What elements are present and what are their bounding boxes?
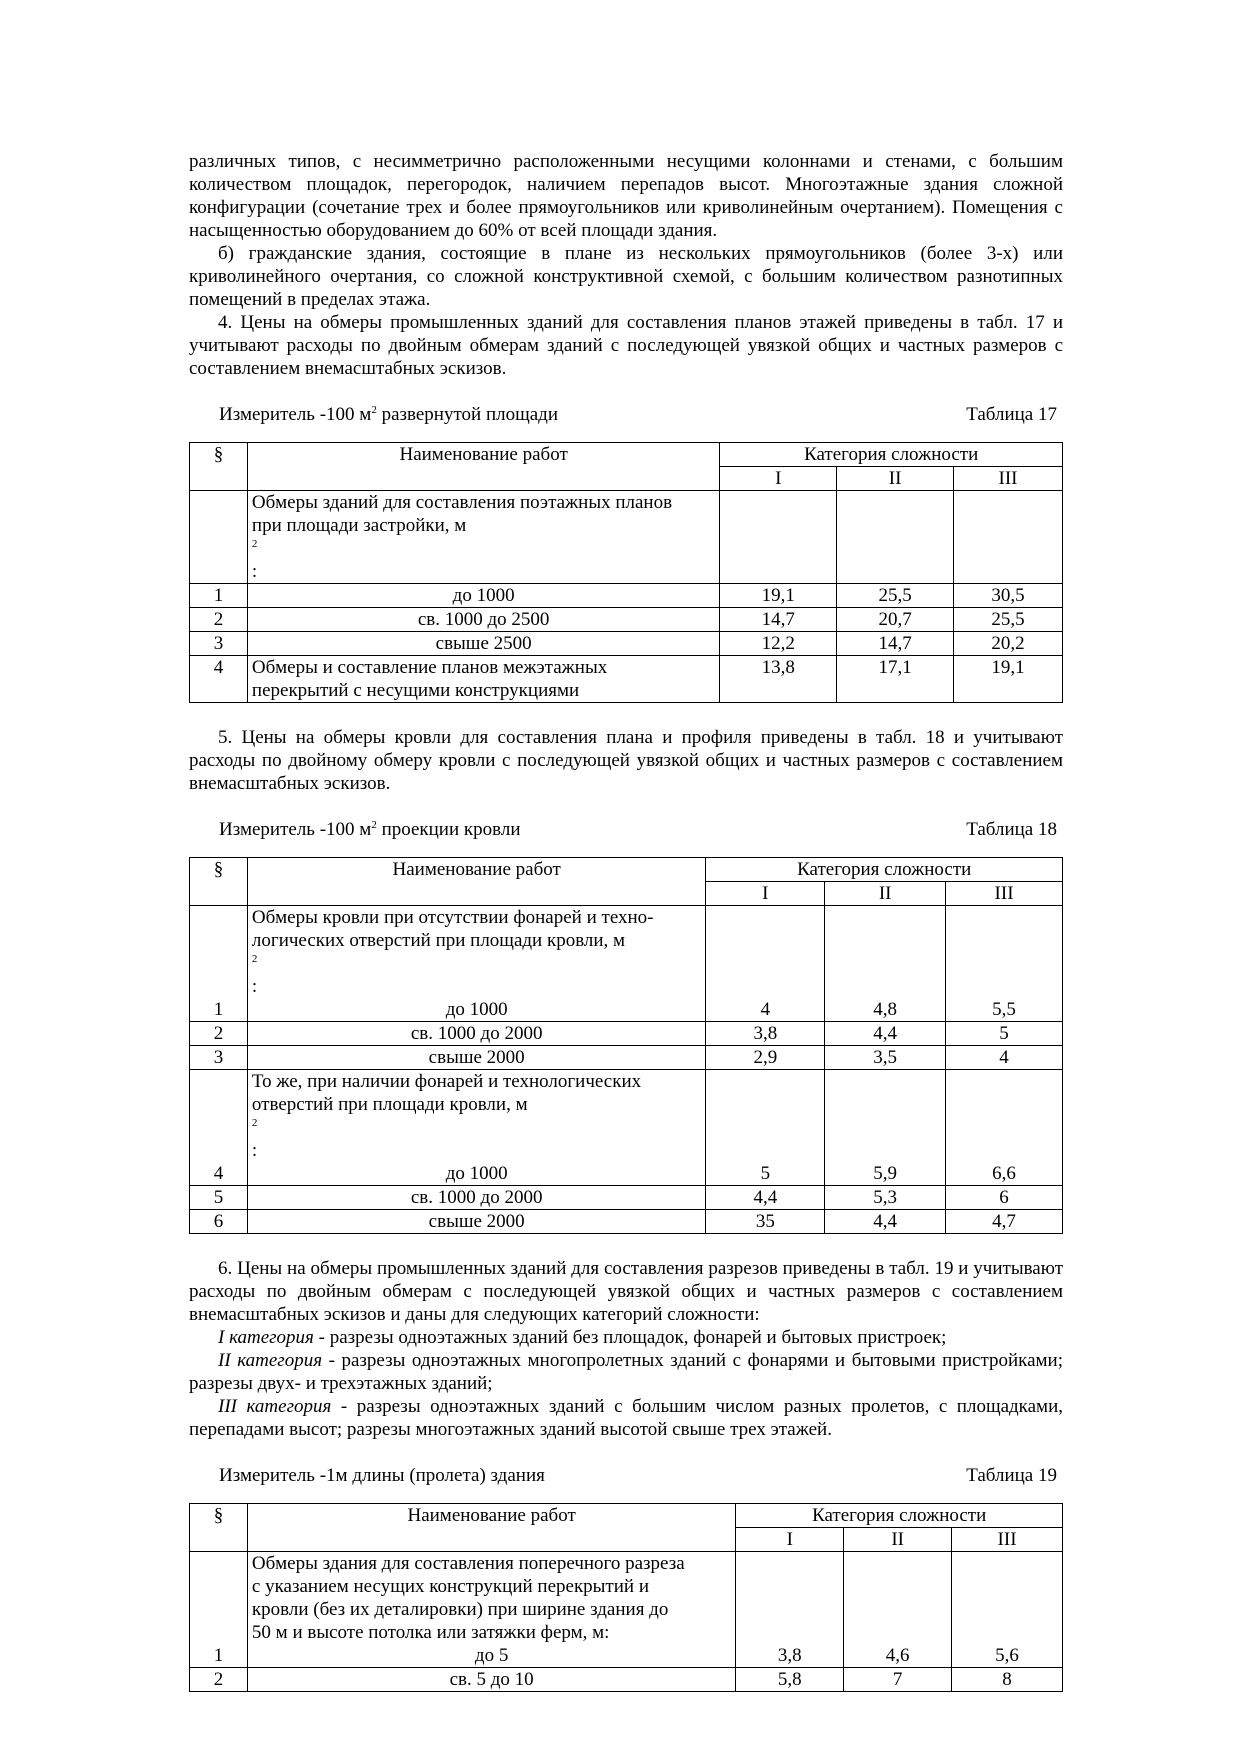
header-cat-3: III (952, 1528, 1063, 1552)
header-cat-1: I (736, 1528, 844, 1552)
header-category: Категория сложности (720, 443, 1063, 467)
table-row: 3 свыше 2000 2,9 3,5 4 (190, 1046, 1063, 1070)
table-17 (189, 442, 1063, 703)
intro-paragraph-2: б) гражданские здания, состоящие в плане из нескольких прямоугольников (более 3-х) или криволинейного очертания, со сложной конструктивной схемой, с большим количеством разнотипных помещений в пределах этажа. (189, 243, 1063, 310)
table-19-caption (189, 1464, 1063, 1487)
header-cat-3: III (946, 882, 1063, 906)
table-row: 1 Обмеры здания для составления поперечного разреза с указанием несущих конструкций перекрытий и кровли (без их деталировки) при ширине здания до 50 м и высоте потолка или затяжки ферм, м: до 5 3,8 4,6 5,6 (190, 1552, 1063, 1668)
header-category: Категория сложности (736, 1504, 1063, 1528)
table-row: 4 Обмеры и составление планов межэтажных перекрытий с несущими конструкциями 13,8 17,1 19,1 (190, 656, 1063, 703)
table-17-measure: Измеритель -100 $м^2$ развернутой площади (219, 404, 558, 425)
header-work-name: Наименование работ (247, 858, 705, 906)
table-row: 4 То же, при наличии фонарей и технологических отверстий при площади кровли, м $^2$ : до 1000 5 5,9 6,6 (190, 1070, 1063, 1186)
paragraph-6: 6. Цены на обмеры промышленных зданий для составления разрезов приведены в табл. 19 и учитывают расходы по двойным обмерам с последующей увязкой общих и частных размеров с составлением внемасштабных эскизов и даны для следующих категорий сложности: (189, 1258, 1063, 1325)
header-work-name: Наименование работ (247, 1504, 735, 1552)
table-18 (189, 857, 1063, 1234)
header-cat-2: II (837, 467, 954, 491)
header-cat-2: II (825, 882, 946, 906)
table-17-label: Таблица 17 (966, 404, 1057, 425)
header-cat-3: III (954, 467, 1063, 491)
table-19 (189, 1503, 1063, 1692)
table-row: 3 свыше 2500 12,2 14,7 20,2 (190, 632, 1063, 656)
header-work-name: Наименование работ (247, 443, 719, 491)
header-cat-1: I (706, 882, 825, 906)
header-category: Категория сложности (706, 858, 1063, 882)
table-row: 5 св. 1000 до 2000 4,4 5,3 6 (190, 1186, 1063, 1210)
table-19-label: Таблица 19 (966, 1465, 1057, 1486)
table-row: 6 свыше 2000 35 4,4 4,7 (190, 1210, 1063, 1234)
table-18-caption (189, 818, 1063, 841)
intro-paragraph-1: различных типов, с несимметрично расположенными несущими колоннами и стенами, с большим количеством площадок, перегородок, наличием перепадов высот. Многоэтажные здания сложной конфигурации (сочетание трех и более прямоугольников или криволинейным очертанием). Помещения с насыщенностью оборудованием до 60% от всей площади здания. (189, 151, 1063, 241)
paragraph-5: 5. Цены на обмеры кровли для составления плана и профиля приведены в табл. 18 и учитывают расходы по двойному обмеру кровли с последующей увязкой общих и частных размеров с составлением внемасштабных эскизов. (189, 727, 1063, 794)
table-row (190, 491, 1063, 584)
header-cat-1: I (720, 467, 837, 491)
row-group-title: Обмеры зданий для составления поэтажных планов при площади застройки, м $^2$ : (247, 491, 719, 584)
category-3-text: III категория - разрезы одноэтажных зданий с большим числом разных пролетов, с площадками, перепадами высот; разрезы многоэтажных зданий высотой свыше трех этажей. (189, 1396, 1063, 1440)
table-row: 2 св. 5 до 10 5,8 7 8 (190, 1668, 1063, 1692)
intro-paragraph-3: 4. Цены на обмеры промышленных зданий для составления планов этажей приведены в табл. 17 и учитывают расходы по двойным обмерам зданий с последующей увязкой общих и частных размеров с составлением внемасштабных эскизов. (189, 312, 1063, 379)
table-17-caption (189, 403, 1063, 426)
header-section: § (190, 443, 248, 491)
category-1-text: I категория - разрезы одноэтажных зданий без площадок, фонарей и бытовых пристроек; (218, 1327, 947, 1348)
category-2-text: II категория - разрезы одноэтажных многопролетных зданий с фонарями и бытовыми пристройками; разрезы двух- и трехэтажных зданий; (189, 1350, 1063, 1394)
table-18-measure: Измеритель -100 $м^2$ проекции кровли (219, 819, 521, 840)
table-row: 1 до 1000 19,1 25,5 30,5 (190, 584, 1063, 608)
table-row: 2 св. 1000 до 2000 3,8 4,4 5 (190, 1022, 1063, 1046)
table-18-label: Таблица 18 (966, 819, 1057, 840)
table-19-measure: Измеритель -1м длины (пролета) здания (219, 1465, 545, 1486)
header-section: § (190, 858, 248, 906)
table-row: 1 Обмеры кровли при отсутствии фонарей и техно- логических отверстий при площади кровли, м $^2$ : до 1000 4 4,8 5,5 (190, 906, 1063, 1022)
table-row: 2 св. 1000 до 2500 14,7 20,7 25,5 (190, 608, 1063, 632)
header-section: § (190, 1504, 248, 1552)
document-page (189, 150, 1063, 1692)
header-cat-2: II (844, 1528, 952, 1552)
